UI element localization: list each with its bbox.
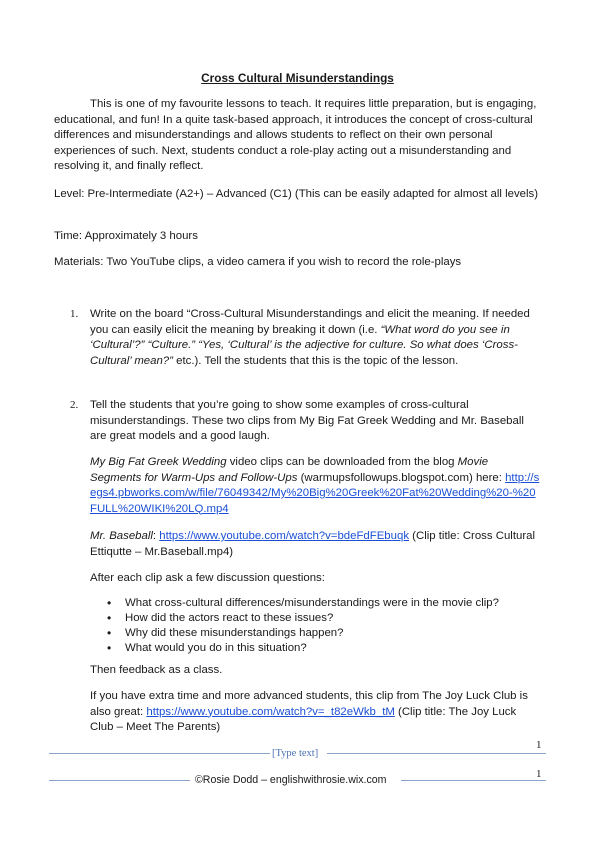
discussion-questions-list: [90, 596, 540, 656]
page-number-1: 1: [536, 739, 542, 751]
footer-rule-right-2: [401, 780, 546, 781]
page-number-2: 1: [536, 768, 542, 780]
baseball-title: Mr. Baseball: [90, 530, 153, 542]
extra-paragraph: [90, 689, 540, 736]
step-1-text: [90, 307, 540, 369]
time-line: Time: Approximately 3 hours: [54, 230, 198, 242]
feedback-line: Then feedback as a class.: [90, 664, 223, 676]
level-line: Level: Pre-Intermediate (A2+) – Advanced (C1) (This can be easily adapted for almost all levels): [54, 188, 539, 200]
list-item: • What cross-cultural differences/misunderstandings were in the movie clip?: [90, 596, 540, 611]
step-1-text-a: Write on the board “Cross-Cultural Misunderstandings and elicit the meaning. If needed you can easily elicit the meaning by breaking it down (i.e.: [90, 308, 530, 336]
greek-wedding-text-a: video clips can be downloaded from the blog: [226, 456, 458, 468]
joy-luck-club-link[interactable]: https://www.youtube.com/watch?v=_t82eWkb_tM: [146, 705, 395, 718]
footer-rule-left: [49, 753, 270, 754]
baseball-clip-title: (Clip title: Cross Cultural Ettiqutte – Mr.Baseball.mp4): [90, 530, 535, 558]
greek-wedding-paragraph: [90, 455, 540, 517]
materials-line: Materials: Two YouTube clips, a video camera if you wish to record the role-plays: [54, 256, 462, 268]
step-1-text-b: etc.). Tell the students that this is the topic of the lesson.: [172, 354, 459, 367]
list-item: • What would you do in this situation?: [90, 641, 540, 656]
greek-wedding-text-b: (warmupsfollowups.blogspot.com) here:: [297, 471, 506, 484]
step-1-number: 1.: [70, 308, 79, 320]
list-item: • Why did these misunderstandings happen?: [90, 626, 540, 641]
footer-rule-left-2: [49, 780, 190, 781]
copyright-footer: ©Rosie Dodd – englishwithrosie.wix.com: [195, 774, 387, 786]
footer-rule-right: [327, 753, 546, 754]
greek-wedding-title: My Big Fat Greek Wedding: [90, 456, 227, 468]
extra-text-a: If you have extra time and more advanced students, this clip from The Joy Luck Club is also great:: [90, 690, 528, 718]
document-title: Cross Cultural Misunderstandings: [201, 71, 394, 85]
baseball-paragraph: [90, 529, 540, 560]
discussion-intro: After each clip ask a few discussion questions:: [90, 572, 325, 584]
step-1-italic-dialogue: “What word do you see in ‘Cultural’?” “Culture.” “Yes, ‘Cultural’ is the adjective for culture. So what does ‘Cross-Cultural’ mean?”: [90, 323, 518, 367]
greek-wedding-link[interactable]: http://segs4.pbworks.com/w/file/76049342/My%20Big%20Greek%20Fat%20Wedding%20-%20FULL%20WIKI%20LQ.mp4: [90, 471, 540, 515]
list-item: • How did the actors react to these issues?: [90, 611, 540, 626]
type-text-placeholder[interactable]: [Type text]: [272, 748, 319, 759]
step-2-number: 2.: [70, 399, 79, 411]
intro-paragraph: This is one of my favourite lessons to teach. It requires little preparation, but is engaging, educational, and fun! In a quite task-based approach, it introduces the concept of cross-cultural differences and misunderstandings and allows students to reflect on their own personal experiences of such. Next, students conduct a role-play acting out a misunderstanding and resolving it, and finally reflect.: [54, 98, 537, 172]
extra-text-b: (Clip title: The Joy Luck Club – Meet The Parents): [90, 705, 517, 733]
baseball-colon: :: [152, 530, 160, 542]
baseball-link[interactable]: https://www.youtube.com/watch?v=bdeFdFEbuqk: [159, 530, 410, 542]
blog-title: Movie Segments for Warm-Ups and Follow-Ups: [90, 456, 489, 484]
step-2-text: Tell the students that you’re going to show some examples of cross-cultural misunderstandings. These two clips from My Big Fat Greek Wedding and Mr. Baseball are great models and a good laugh.: [90, 399, 524, 442]
